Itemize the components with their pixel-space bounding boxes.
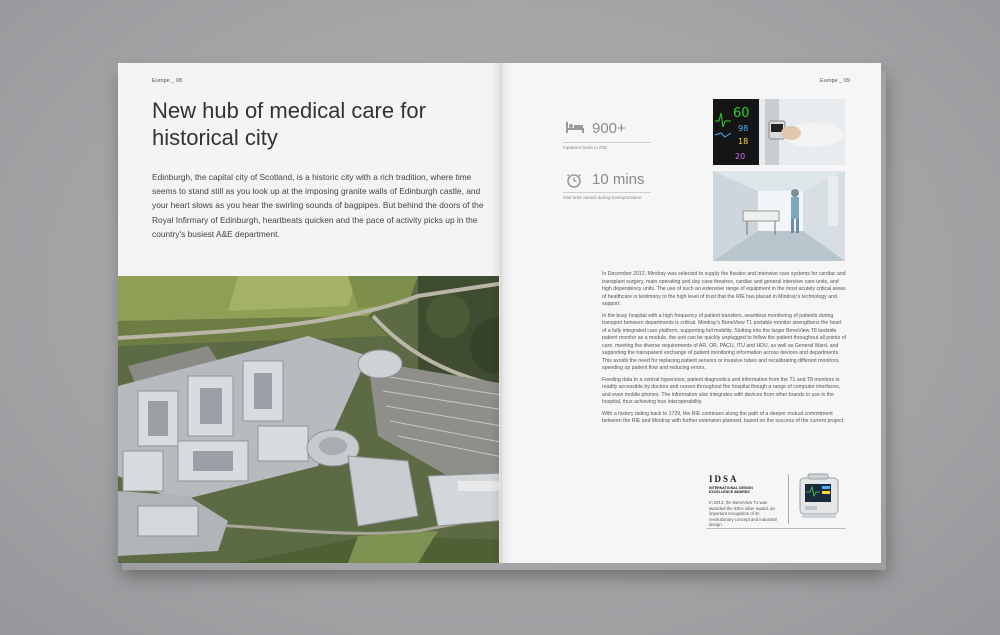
bed-icon (565, 121, 585, 139)
body-paragraph: Feeding data to a central hypervisor, patient diagnostics and information from the T1 and T8 monitors is readily accessible by doctors and nurses throughout the hospital though a range of computer interfaces, and even mobile phones. The information also integrates with devices from other brands in use in the hospital, thus achieving true interoperability. (602, 376, 841, 405)
stat-time-value: 10 mins (592, 171, 645, 188)
stat-divider (563, 192, 651, 193)
stat-time-caption: vital time saved during transportation (563, 196, 642, 201)
body-paragraph: With a history dating back to 1729, the RIE continues along the path of a deeper mutual commitment between the RIE and Mindray with further extension planned, based on the success of the current project. (602, 410, 845, 424)
idsa-logo: IDSA (709, 474, 739, 484)
clock-icon (566, 172, 582, 193)
award-bottom-rule (706, 528, 846, 529)
beneview-t1-device-photo (796, 472, 844, 522)
patient-monitor-photo (713, 99, 845, 165)
article-body (602, 271, 847, 430)
monitor-resp-readout: 18 (738, 137, 749, 146)
body-paragraph: In December 2012, Mindray was selected to supply the theatre and intensive care systems for cardiac and transplant surgery, main operating and day case theatres, cardiac and general intensive care units, and high dependency units. The use of such an extensive range of equipment in the most acutely critical areas of healthcare is testimony to the high level of trust that the RIE has placed in Mindray's technology and support. (602, 271, 846, 307)
award-text: In 2013, the BeneView T1 was awarded the IDEA silver award, an important recognition of its revolutionary concept and industrial design. (709, 500, 777, 528)
hospital-corridor-photo (713, 171, 845, 261)
award-subtitle: INTERNATIONAL DESIGN EXCELLENCE AWARDS (709, 486, 753, 495)
stat-beds-value: 900+ (592, 120, 626, 137)
page-title: New hub of medical care for historical city (152, 98, 426, 150)
award-divider (788, 474, 789, 524)
body-paragraph: In the busy hospital with a high frequency of patient transfers, seamless monitoring of patients during transport between departments is critical. Mindray's BeneView T1 portable monitor strengthens the heart of a fully integrated care platform, supporting full mobility. Slotting into the larger BeneView T8 bedside patient monitor as a module, the unit can be quickly unplugged to follow the patient throughout all points of care, meeting the diverse requirements of AR, OR, PACU, ITU and HDU, as well as General Ward, and supporting the transparent exchange of patient monitoring information across devices and departments. This avoids the need for replacing patient sensors or invasive tubes and recalibrating different monitors, speeding up patient flow and reducing errors. (602, 312, 846, 371)
monitor-spo2-readout: 98 (738, 124, 749, 133)
right-folio: Europe _ 09 (820, 78, 850, 84)
stat-beds-caption: inpatient beds in RIE (563, 146, 608, 151)
aerial-hospital-photo (118, 276, 551, 563)
left-folio: Europe _ 08 (152, 78, 182, 84)
monitor-nibp-readout: 20 (735, 152, 746, 161)
intro-paragraph: Edinburgh, the capital city of Scotland, is a historic city with a rich tradition, where time seems to stand still as you look up at the imposing granite walls of Edinburgh castle, and your heart slows as you hear the swirling sounds of bagpipes. But behind the doors of the Royal Infirmary of Edinburgh, heartbeats quicken and the pace of activity picks up in the country's busiest A&E department. (152, 172, 484, 239)
monitor-hr-readout: 60 (733, 106, 750, 121)
stat-divider (563, 142, 651, 143)
